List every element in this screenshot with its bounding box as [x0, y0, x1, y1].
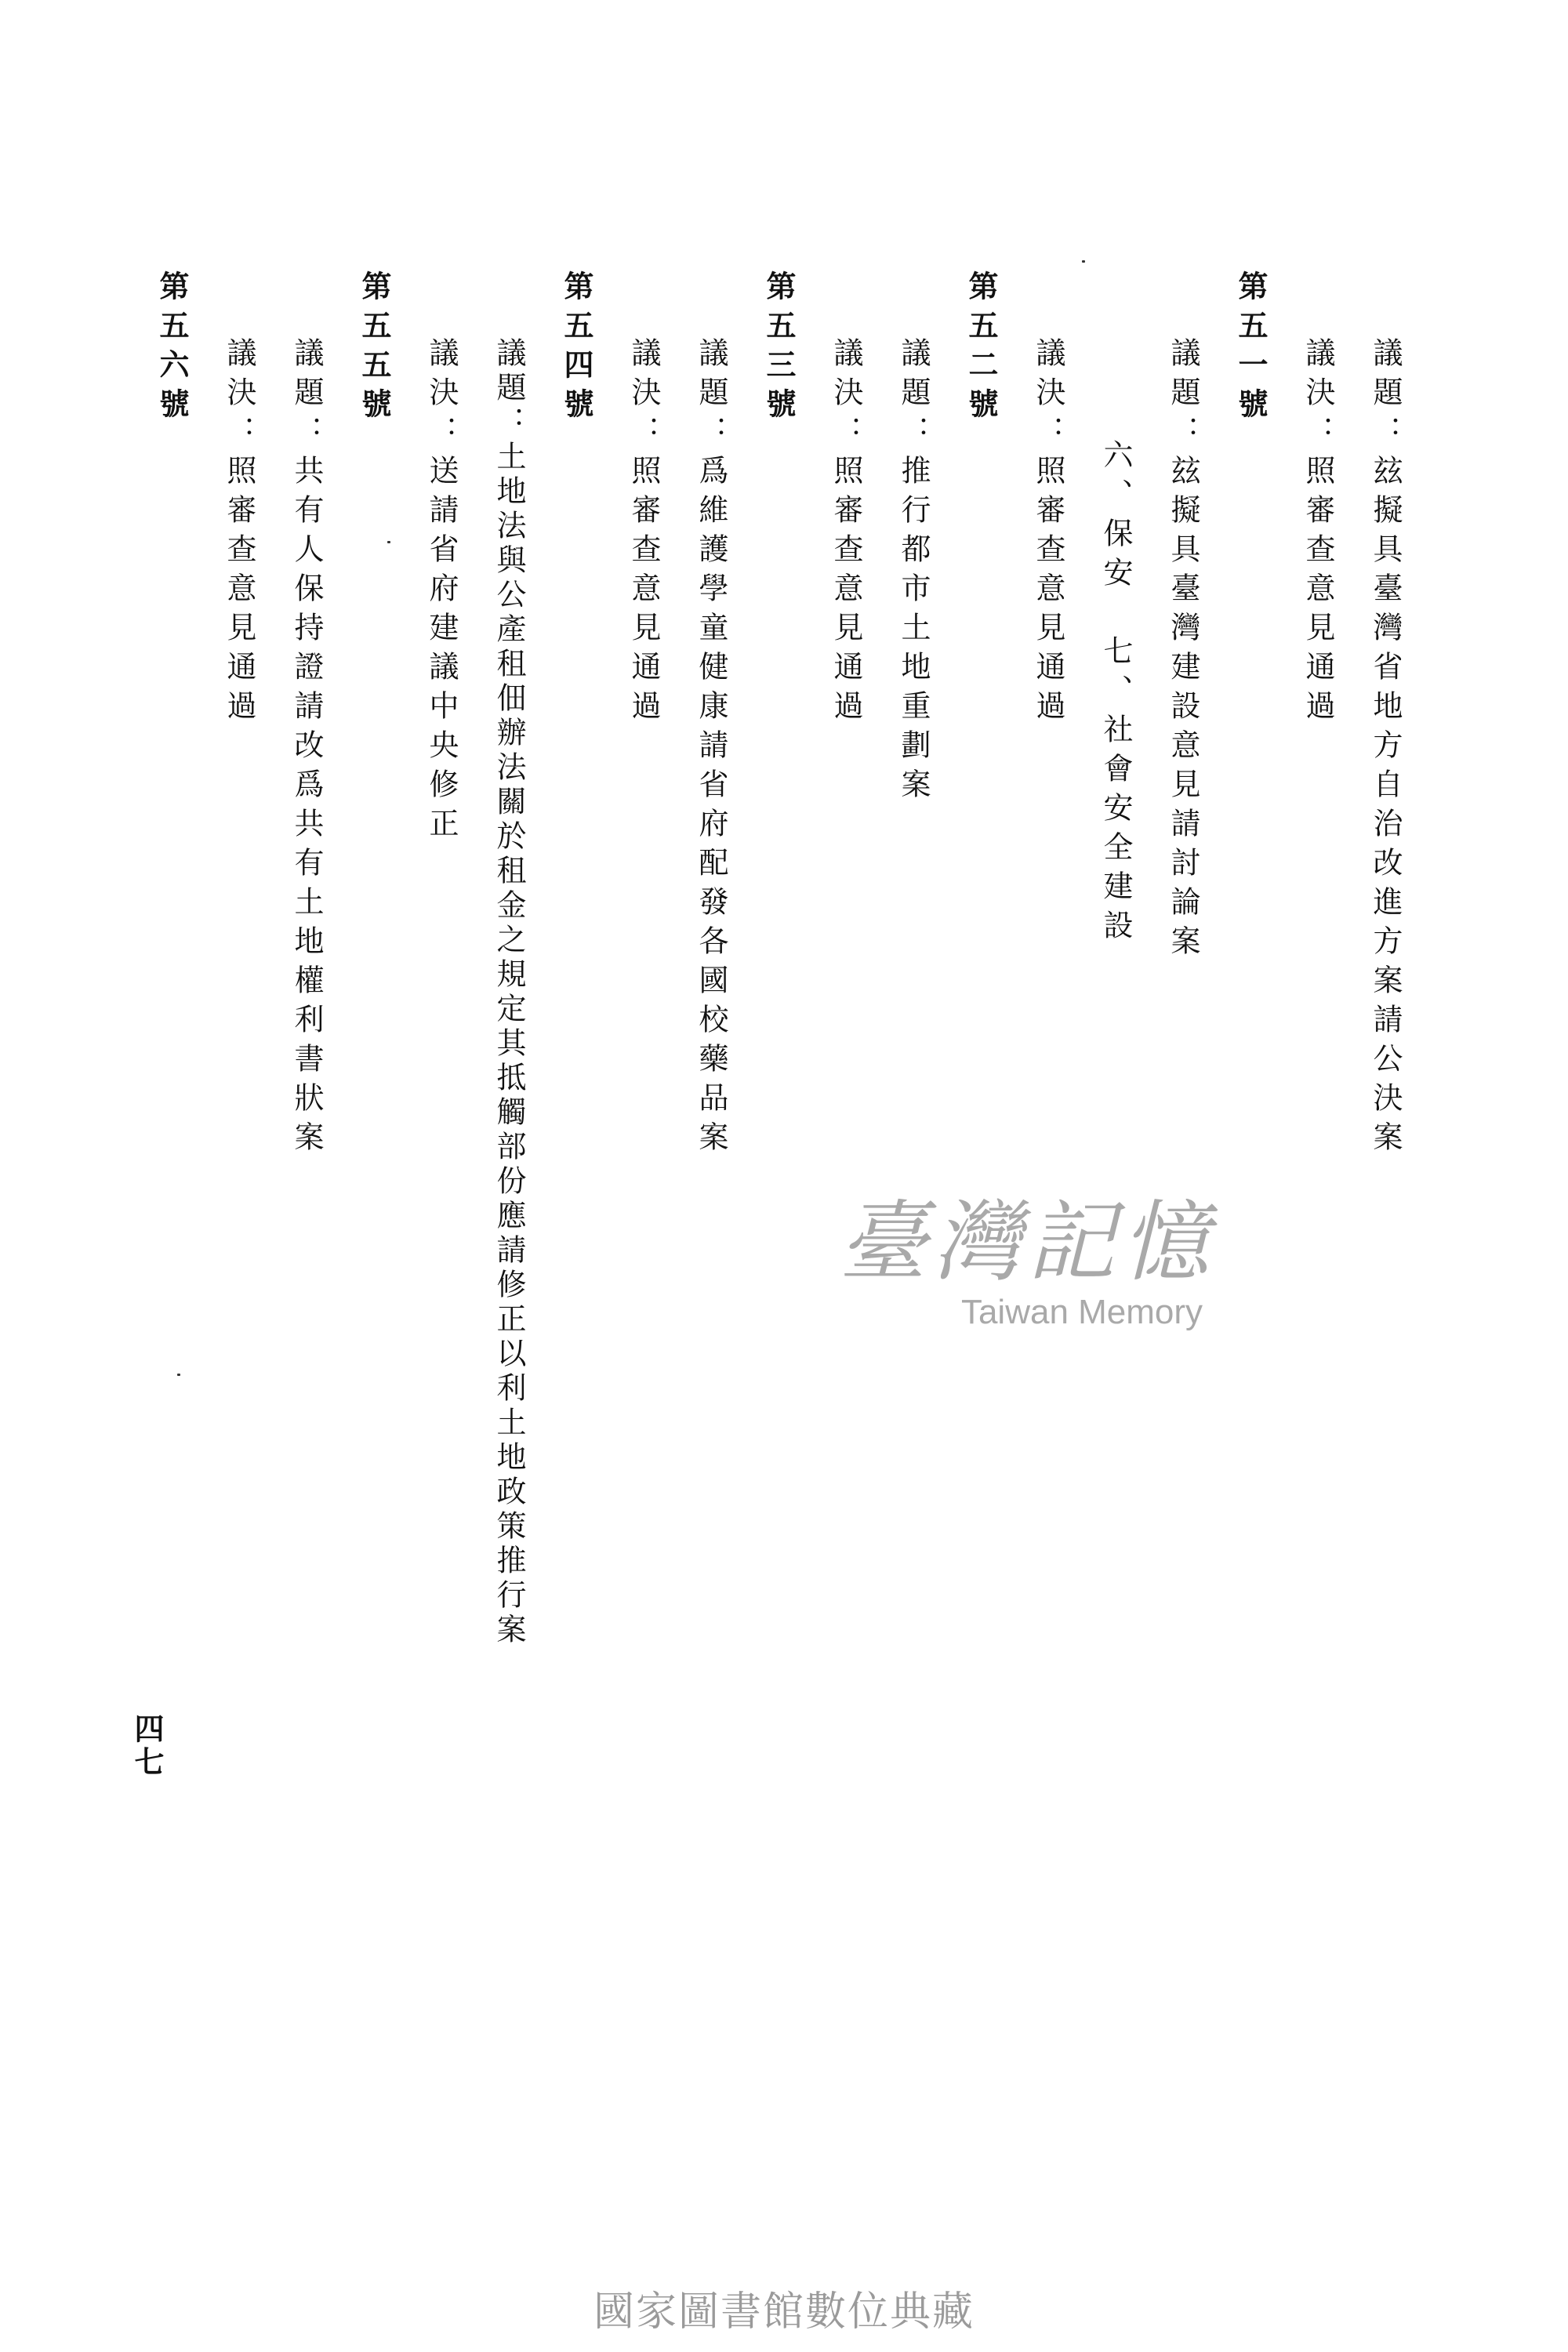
watermark-chinese-logo: 臺灣記憶: [839, 1192, 1215, 1294]
col-18: 第五六號: [154, 270, 190, 427]
col-0: 議題：玆擬具臺灣省地方自治改進方案請公決案: [1368, 337, 1403, 1160]
col-9: 第五三號: [761, 270, 797, 427]
page-number: 四七: [129, 1713, 165, 1779]
col-15: 第五五號: [357, 270, 392, 427]
col-11: 議決：照審查意見通過: [626, 337, 661, 729]
scan-speck: [387, 541, 390, 543]
footer-archive-label: 國家圖書館數位典藏: [593, 2288, 975, 2336]
col-1: 議決：照審查意見通過: [1301, 337, 1335, 729]
col-4: 六、保安 七、社會安全建設: [1098, 439, 1133, 949]
col-7: 議題：推行都市土地重劃案: [896, 337, 931, 808]
col-14: 議決：送請省府建議中央修正: [424, 337, 459, 847]
col-3: 議題：玆擬具臺灣建設意見請討論案: [1166, 337, 1200, 964]
col-10: 議題：爲維護學童健康請省府配發各國校藥品案: [694, 337, 728, 1160]
taiwan-memory-watermark: [776, 1192, 1278, 1348]
scan-speck: [1082, 260, 1085, 263]
col-17: 議決：照審查意見通過: [222, 337, 256, 729]
col-2: 第五一號: [1233, 270, 1269, 427]
col-12: 第五四號: [559, 270, 594, 427]
col-13: 議題：土地法與公產租佃辦法關於租金之規定其抵觸部份應請修正以利土地政策推行案: [492, 337, 526, 1648]
col-5: 議決：照審查意見通過: [1031, 337, 1065, 729]
col-16: 議題：共有人保持證請改爲共有土地權利書狀案: [289, 337, 324, 1160]
watermark-english-label: Taiwan Memory: [960, 1293, 1203, 1331]
col-6: 第五二號: [964, 270, 999, 427]
scan-speck: [177, 1374, 180, 1376]
col-8: 議決：照審查意見通過: [829, 337, 863, 729]
